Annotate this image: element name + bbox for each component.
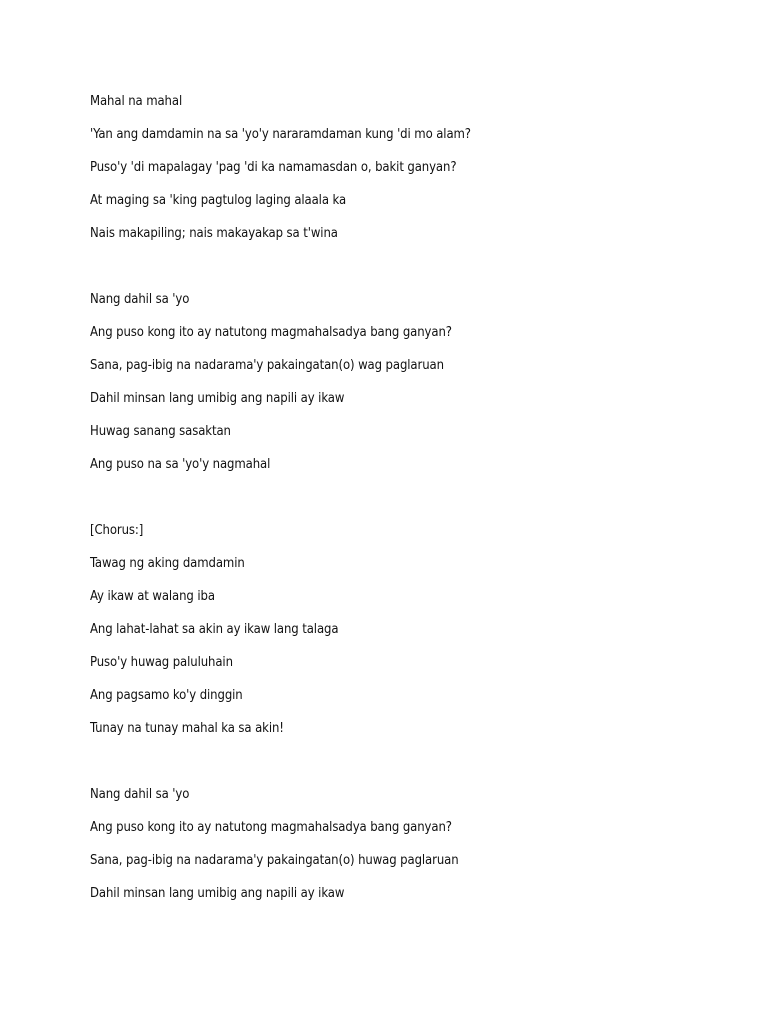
stanza-4 <box>90 786 730 918</box>
lyric-line: Nang dahil sa 'yo <box>90 787 190 802</box>
chorus-label: [Chorus:] <box>90 523 144 538</box>
lyric-line: At maging sa 'king pagtulog laging alaala ka <box>90 193 347 208</box>
lyric-line: Sana, pag-ibig na nadarama'y pakaingatan(o) huwag paglaruan <box>90 853 459 868</box>
lyric-line: Ang puso kong ito ay natutong magmahalsadya bang ganyan? <box>90 820 452 835</box>
lyric-line: Puso'y huwag paluluhain <box>90 655 233 670</box>
lyric-line: Dahil minsan lang umibig ang napili ay ikaw <box>90 886 345 901</box>
stanza-1 <box>90 93 730 258</box>
lyric-line: Sana, pag-ibig na nadarama'y pakaingatan(o) wag paglaruan <box>90 358 444 373</box>
lyric-line: Puso'y 'di mapalagay 'pag 'di ka namamasdan o, bakit ganyan? <box>90 160 457 175</box>
lyric-line: Ay ikaw at walang iba <box>90 589 215 604</box>
lyrics-body <box>90 93 730 918</box>
lyric-line: Tawag ng aking damdamin <box>90 556 245 571</box>
lyric-line: Ang puso na sa 'yo'y nagmahal <box>90 457 271 472</box>
lyric-line: Dahil minsan lang umibig ang napili ay ikaw <box>90 391 345 406</box>
lyric-line: Nais makapiling; nais makayakap sa t'wina <box>90 226 338 241</box>
lyric-line: Mahal na mahal <box>90 94 183 109</box>
stanza-2 <box>90 291 730 489</box>
lyric-line: Ang lahat-lahat sa akin ay ikaw lang talaga <box>90 622 339 637</box>
lyric-line: Huwag sanang sasaktan <box>90 424 231 439</box>
lyric-line: Ang pagsamo ko'y dinggin <box>90 688 243 703</box>
lyric-line: 'Yan ang damdamin na sa 'yo'y nararamdaman kung 'di mo alam? <box>90 127 471 142</box>
lyric-line: Nang dahil sa 'yo <box>90 292 190 307</box>
lyric-line: Ang puso kong ito ay natutong magmahalsadya bang ganyan? <box>90 325 452 340</box>
lyric-line: Tunay na tunay mahal ka sa akin! <box>90 721 284 736</box>
stanza-chorus <box>90 522 730 753</box>
